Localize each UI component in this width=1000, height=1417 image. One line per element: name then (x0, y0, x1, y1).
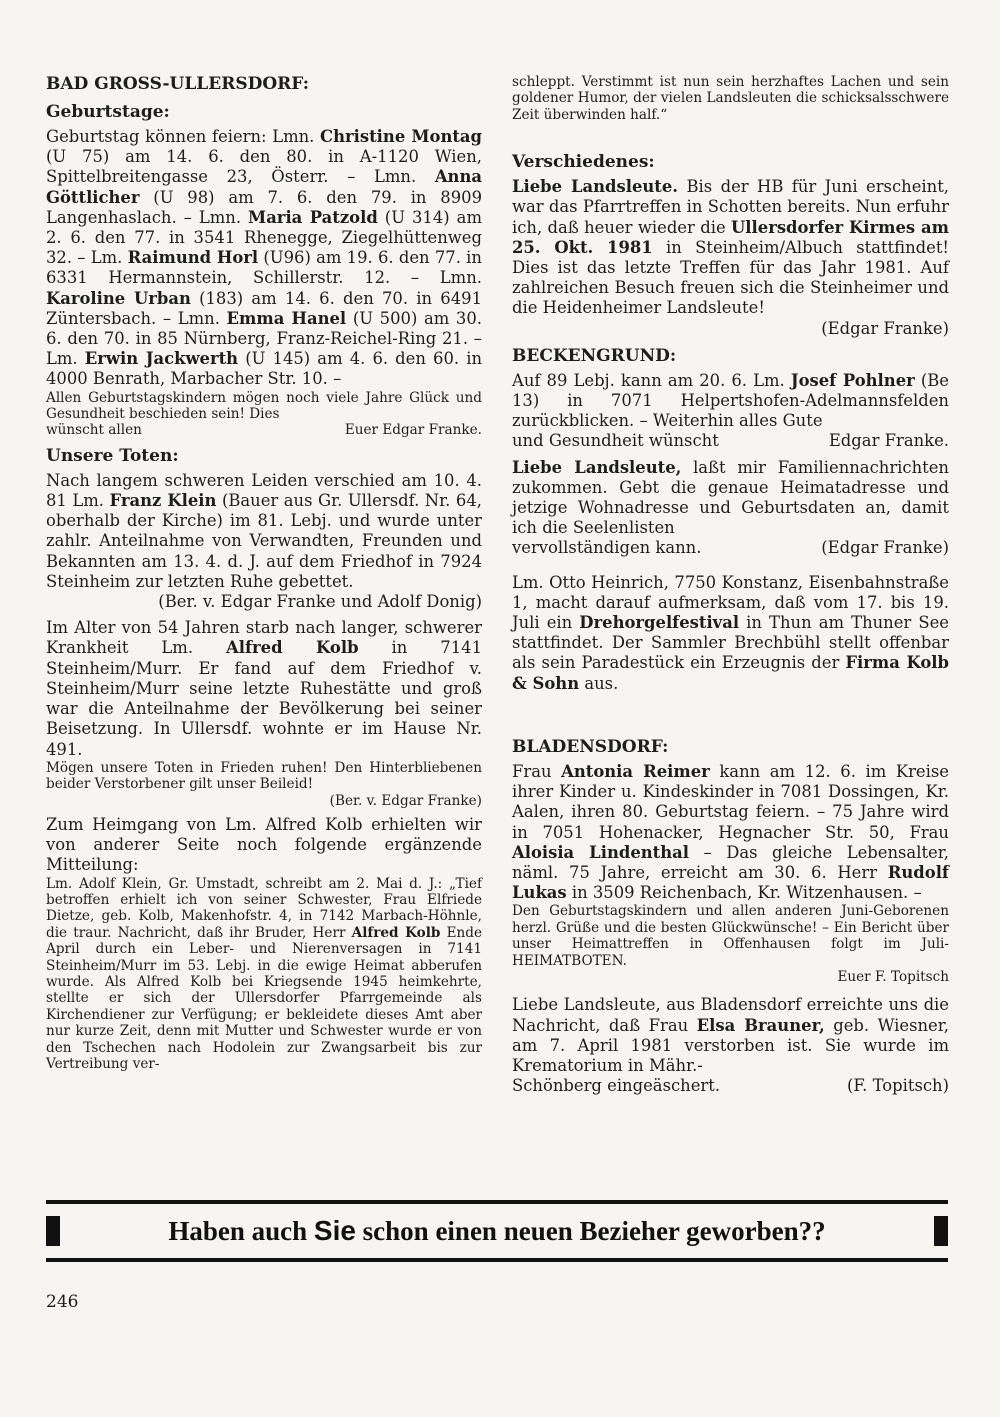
right-column (512, 74, 949, 1096)
birthday-wish-signature-line: wünscht allen Euer Edgar Franke. (46, 422, 482, 439)
obituary-franz-klein: Nach langem schweren Leiden verschied am 10. 4. 81 Lm. Franz Klein (Bauer aus Gr. Ullersdf. Nr. 64, oberhalb der Kirche) im 81. Lebj. und wurde unter zahlr. Anteilnahme von Verwandten, Freunden und Bekannten am 13. 4. d. J. auf dem Friedhof in 7924 Steinheim zur letzten Ruhe gebettet. (46, 470, 482, 591)
person-name: Alfred Kolb (351, 924, 441, 941)
beckengrund-birthday: Auf 89 Lebj. kann am 20. 6. Lm. Josef Pohlner (Be 13) in 7071 Helpertshofen-Adelmannsfelden zurückblicken. – Weiterhin alles Gute (512, 370, 949, 431)
misc-signature: (Edgar Franke) (821, 318, 949, 338)
banner-text: Haben auch Sie schon einen neuen Bezieher geworben?? (168, 1215, 826, 1246)
birthday-list: Geburtstag können feiern: Lmn. Christine Montag (U 75) am 14. 6. den 80. in A-1120 Wien, Spittelbreitengasse 23, Österr. – Lmn. Anna Göttlicher (U 98) am 7. 6. den 79. in 8909 Langenhaslach. – Lmn. Maria Patzold (U 314) am 2. 6. den 77. in 3541 Rhenegge, Ziegelhüttenweg 32. – Lm. Raimund Horl (U96) am 19. 6. den 77. in 6331 Hermannstein, Schillerstr. 12. – Lmn. Karoline Urban (183) am 14. 6. den 70. in 6491 Züntersbach. – Lmn. Emma Hanel (U 500) am 30. 6. den 70. in 85 Nürnberg, Franz-Reichel-Ring 21. – Lm. Erwin Jackwerth (U 145) am 4. 6. den 60. in 4000 Benrath, Marbacher Str. 10. – (46, 127, 483, 389)
person-name: Emma Hanel (226, 308, 347, 328)
section-heading-bladensdorf: BLADENSDORF: (512, 736, 669, 757)
bladensdorf-wish: Den Geburtstagskindern und allen anderen Juni-Geborenen herzl. Grüße und die besten Glückwünsche! – Ein Bericht über unser Heimattreffen in Offenhausen folgt im Juli-HEIMATBOTEN. (512, 903, 949, 969)
beckengrund-request-signature: vervollständigen kann. (Edgar Franke) (512, 538, 949, 558)
bladensdorf-wish-signature: Euer F. Topitsch (837, 968, 949, 985)
addendum-intro: Zum Heimgang von Lm. Alfred Kolb erhielten wir von anderer Seite noch folgende ergänzende Mitteilung: (46, 814, 482, 875)
subheading-misc: Verschiedenes: (512, 152, 655, 173)
section-heading-bad-gross-ullersdorf: BAD GROSS-ULLERSDORF: (46, 74, 310, 94)
subscriber-banner (46, 1208, 948, 1254)
section-heading-beckengrund: BECKENGRUND: (512, 345, 677, 366)
drehorgel-paragraph: Lm. Otto Heinrich, 7750 Konstanz, Eisenbahnstraße 1, macht darauf aufmerksam, daß vom 17. bis 19. Juli ein Drehorgelfestival in Thun am Thuner See stattfindet. Der Sammler Brechbühl stellt offenbar als sein Paradestück ein Erzeugnis der Firma Kolb & Sohn aus. (512, 572, 949, 693)
condolence-text: Mögen unsere Toten in Frieden ruhen! Den Hinterbliebenen beider Verstorbener gilt unser Beileid! (46, 759, 482, 793)
person-name: Christine Montag (320, 127, 483, 146)
obituary-alfred-kolb: Im Alter von 54 Jahren starb nach langer, schwerer Krankheit Lm. Alfred Kolb in 7141 Steinheim/Murr. Er fand auf dem Friedhof v. Steinheim/Murr seine letzte Ruhestätte und groß war die Anteilnahme der Bevölkerung bei seiner Beisetzung. In Ullersdf. wohnte er im Hause Nr. 491. (46, 618, 482, 759)
person-name: Aloisia Lindenthal (512, 842, 689, 862)
person-name: Franz Klein (109, 491, 217, 511)
banner-rule-bottom (46, 1258, 948, 1262)
person-name: Erwin Jackwerth (84, 349, 239, 369)
person-name: Josef Pohlner (790, 370, 915, 390)
person-name: Rudolf Lukas (512, 862, 949, 903)
person-name: Antonia Reimer (561, 761, 710, 781)
bladensdorf-birthdays: Frau Antonia Reimer kann am 12. 6. im Kreise ihrer Kinder u. Kindeskinder in 7081 Dossingen, Kr. Aalen, ihren 80. Geburtstag feiern. – 75 Jahre wird in 7051 Hohenacker, Hegnacher Str. 50, Frau Aloisia Lindenthal – Das gleiche Lebensalter, näml. 75 Jahre, erreicht am 30. 6. Herr Rudolf Lukas in 3509 Reichenbach, Kr. Witzenhausen. – (512, 761, 949, 903)
left-column (46, 74, 482, 1072)
beckengrund-signature-line: und Gesundheit wünscht Edgar Franke. (512, 431, 949, 451)
person-name: Raimund Horl (127, 248, 259, 268)
bladensdorf-obituary-signature: Schönberg eingeäschert. (F. Topitsch) (512, 1076, 949, 1096)
subheading-deaths: Unsere Toten: (46, 445, 179, 466)
person-name: Karoline Urban (46, 288, 191, 308)
condolence-signature: (Ber. v. Edgar Franke) (329, 792, 482, 809)
subheading-birthdays: Geburtstage: (46, 102, 170, 122)
banner-rule-top (46, 1200, 948, 1204)
page-number: 246 (46, 1292, 79, 1312)
person-name: Maria Patzold (248, 207, 378, 227)
birthday-wish: Allen Geburtstagskindern mögen noch viele Jahre Glück und Gesundheit beschieden sein! Dies (46, 389, 482, 423)
banner-square-left (46, 1216, 60, 1246)
misc-paragraph: Liebe Landsleute. Bis der HB für Juni erscheint, war das Pfarrtreffen in Schotten bereits. Nun erfuhr ich, daß heuer wieder die Ullersdorfer Kirmes am 25. Okt. 1981 in Steinheim/Albuch stattfindet! Dies ist das letzte Treffen für das Jahr 1981. Auf zahlreichen Besuch freuen sich die Steinheimer und die Heidenheimer Landsleute! (512, 177, 949, 318)
person-name: Elsa Brauner, (696, 1015, 825, 1035)
continued-letter: schleppt. Verstimmt ist nun sein herzhaftes Lachen und sein goldener Humor, der vielen Landsleuten die schicksalsschwere Zeit überwinden half.“ (512, 74, 949, 123)
bladensdorf-obituary: Liebe Landsleute, aus Bladensdorf erreichte uns die Nachricht, daß Frau Elsa Brauner, geb. Wiesner, am 7. April 1981 verstorben ist. Sie wurde im Krematorium in Mähr.- (512, 995, 949, 1075)
beckengrund-request: Liebe Landsleute, laßt mir Familiennachrichten zukommen. Gebt die genaue Heimatadresse und jetzige Wohnadresse und Geburtsdaten an, damit ich die Seelenlisten (512, 457, 949, 538)
person-name: Anna Göttlicher (46, 167, 482, 207)
obituary-signature: (Ber. v. Edgar Franke und Adolf Donig) (158, 592, 482, 612)
addendum-letter: Lm. Adolf Klein, Gr. Umstadt, schreibt am 2. Mai d. J.: „Tief betroffen erhielt ich von seiner Schwester, Frau Elfriede Dietze, geb. Kolb, Makenhofstr. 4, in 7142 Marbach-Höhnle, die traur. Nachricht, daß ihr Bruder, Herr Alfred Kolb Ende April durch ein Leber- und Nierenversagen in 7141 Steinheim/Murr im 53. Lebj. in die ewige Heimat abberufen wurde. Als Alfred Kolb bei Kriegsende 1945 heimkehrte, stellte er sich der Ullersdorfer Pfarrgemeinde als Kirchendiener zur Verfügung; er bekleidete dieses Amt aber nur kurze Zeit, denn mit Mutter und Schwester wurde er von den Tschechen nach Hodolein zur Zwangsarbeit bis zur Vertreibung ver- (46, 875, 483, 1072)
banner-square-right (934, 1216, 948, 1246)
person-name: Alfred Kolb (226, 638, 359, 658)
